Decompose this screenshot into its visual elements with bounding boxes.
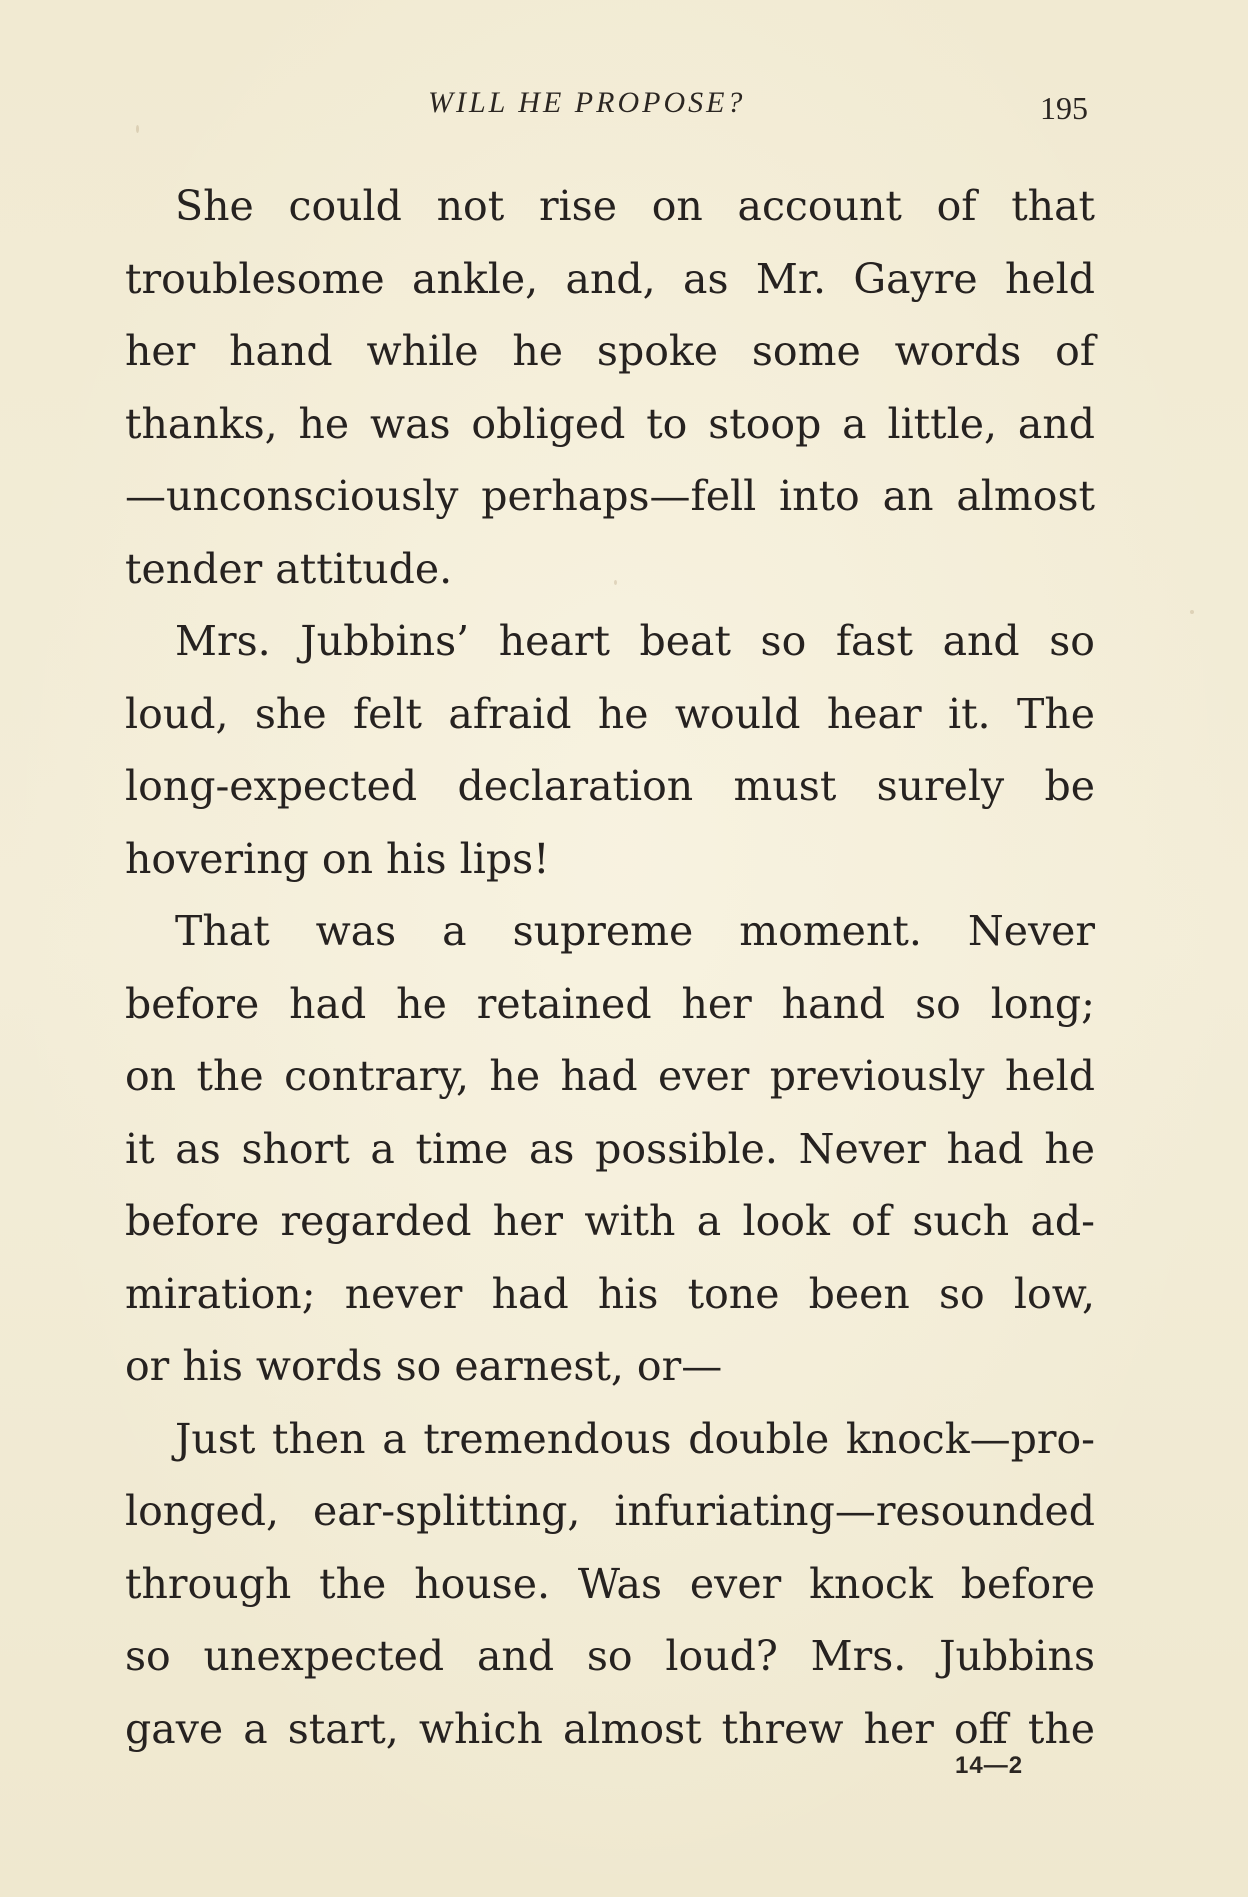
- text-line: miration; never had his tone been so low,: [125, 1269, 1095, 1318]
- text-line: She could not rise on account of that: [175, 182, 1095, 230]
- text-line: tender attitude.: [125, 544, 453, 593]
- paragraph: [125, 1403, 1095, 1766]
- page-number: 195: [1040, 90, 1088, 126]
- text-line: or his words so earnest, or—: [125, 1342, 723, 1390]
- text-line: longed, ear-splitting, infuriating—resounded: [125, 1487, 1095, 1535]
- text-line: That was a supreme moment. Never: [175, 907, 1095, 955]
- text-line: Mrs. Jubbins’ heart beat so fast and so: [175, 617, 1095, 665]
- text-line: troublesome ankle, and, as Mr. Gayre held: [125, 254, 1095, 303]
- paragraph: [125, 895, 1095, 1403]
- text-line: —unconsciously perhaps—fell into an almost: [125, 472, 1095, 520]
- text-line: thanks, he was obliged to stoop a little, and: [125, 399, 1095, 448]
- running-title: WILL HE PROPOSE?: [428, 86, 746, 119]
- text-line: loud, she felt afraid he would hear it. The: [125, 689, 1095, 738]
- text-line: Just then a tremendous double knock—pro-: [175, 1414, 1095, 1463]
- text-line: her hand while he spoke some words of: [125, 327, 1095, 375]
- text-line: it as short a time as possible. Never had he: [125, 1124, 1095, 1173]
- paper-speck: [1190, 610, 1194, 614]
- text-line: so unexpected and so loud? Mrs. Jubbins: [125, 1632, 1095, 1680]
- text-line: through the house. Was ever knock before: [125, 1559, 1095, 1608]
- text-line: on the contrary, he had ever previously held: [125, 1052, 1095, 1100]
- text-line: hovering on his lips!: [125, 834, 550, 883]
- paragraph: [125, 170, 1095, 605]
- body-text: [125, 170, 1095, 1765]
- text-line: long-expected declaration must surely be: [125, 762, 1095, 810]
- signature-mark: 14—2: [955, 1752, 1024, 1779]
- text-line: before had he retained her hand so long;: [125, 979, 1095, 1028]
- text-line: gave a start, which almost threw her off the: [125, 1704, 1095, 1753]
- paragraph: [125, 605, 1095, 895]
- page-header: [0, 86, 1248, 136]
- text-line: before regarded her with a look of such ad-: [125, 1197, 1095, 1245]
